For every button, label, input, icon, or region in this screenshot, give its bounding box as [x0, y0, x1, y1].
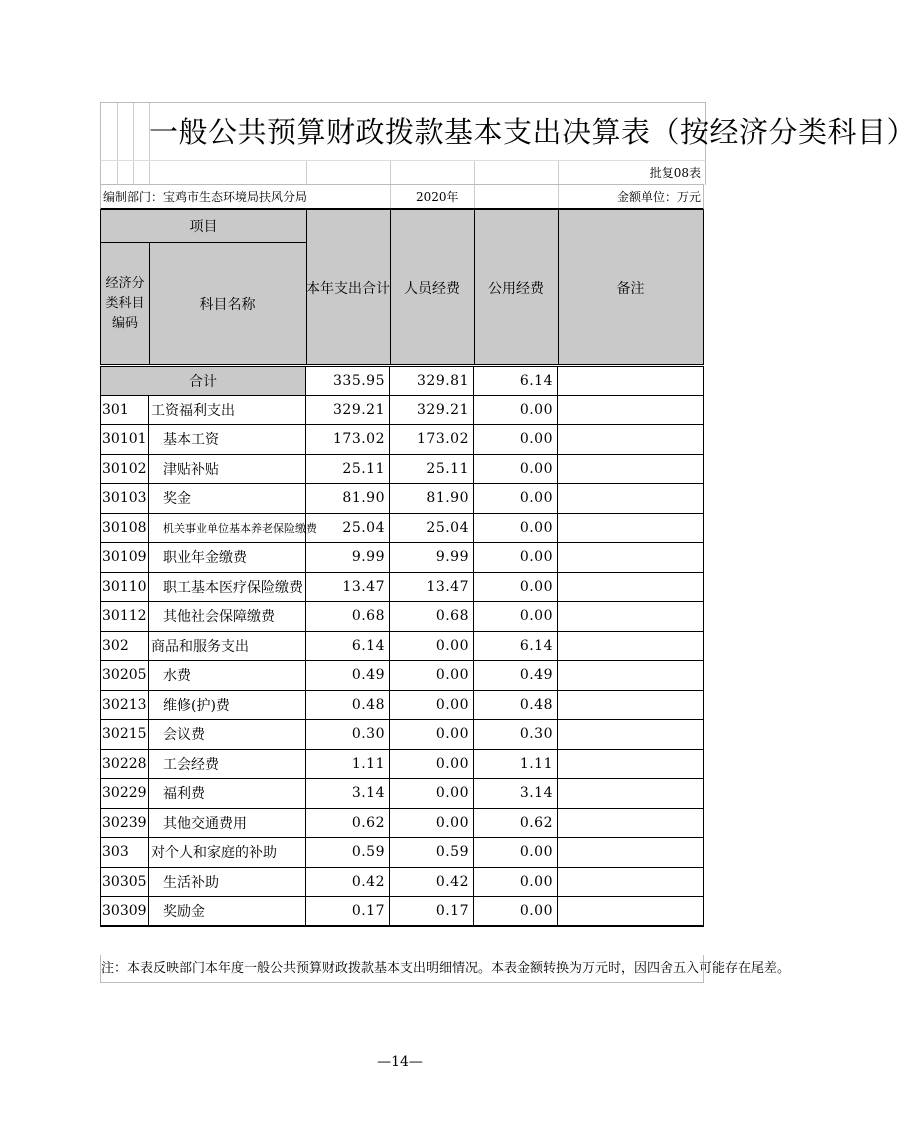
row-code: 30108 [101, 514, 149, 543]
row-public: 3.14 [474, 779, 558, 808]
grid-line [558, 185, 559, 208]
table-header [100, 210, 704, 365]
header-name: 科目名称 [199, 297, 256, 313]
grid-line [306, 161, 307, 185]
row-total: 6.14 [306, 632, 390, 661]
row-note [558, 809, 703, 838]
row-note [558, 484, 703, 513]
row-total: 0.49 [306, 661, 390, 690]
row-public: 0.00 [474, 602, 558, 631]
row-personnel: 0.00 [390, 809, 474, 838]
row-personnel: 173.02 [390, 425, 474, 454]
row-personnel: 0.59 [390, 838, 474, 867]
row-public: 0.00 [474, 543, 558, 572]
row-name: 其他交通费用 [149, 809, 306, 838]
row-total: 173.02 [306, 425, 390, 454]
unit-label: 金额单位：万元 [616, 190, 701, 204]
total-row [100, 366, 704, 396]
table-row [100, 838, 704, 868]
title-row [100, 102, 916, 161]
row-total: 0.30 [306, 720, 390, 749]
row-personnel: 0.68 [390, 602, 474, 631]
table-row [100, 602, 704, 632]
row-public: 0.62 [474, 809, 558, 838]
table-row [100, 396, 704, 426]
row-public: 0.00 [474, 396, 558, 425]
grid-line [558, 161, 559, 185]
row-code: 30305 [101, 868, 149, 897]
meta-row [100, 184, 704, 210]
row-total: 0.48 [306, 691, 390, 720]
row-total: 9.99 [306, 543, 390, 572]
row-personnel: 0.17 [390, 897, 474, 925]
grid-line [474, 185, 475, 208]
footnote: 注：本表反映部门本年度一般公共预算财政拨款基本支出明细情况。本表金额转换为万元时，因四舍五入可能存在尾差。 [100, 955, 704, 983]
row-note [558, 779, 703, 808]
table-row [100, 779, 704, 809]
row-public: 0.00 [474, 573, 558, 602]
row-name: 基本工资 [149, 425, 306, 454]
header-public: 公用经费 [488, 280, 544, 297]
row-total: 13.47 [306, 573, 390, 602]
row-code: 30102 [101, 455, 149, 484]
row-name: 奖励金 [149, 897, 306, 925]
table-row [100, 720, 704, 750]
row-code: 30228 [101, 750, 149, 779]
header-code: 经济分类科目编码 [105, 276, 145, 331]
grid-line [149, 161, 150, 185]
row-note [558, 691, 703, 720]
row-note [558, 602, 703, 631]
row-personnel: 329.21 [390, 396, 474, 425]
row-note [558, 514, 703, 543]
row-personnel: 0.00 [390, 779, 474, 808]
row-note [558, 632, 703, 661]
row-name: 生活补助 [149, 868, 306, 897]
row-total: 81.90 [306, 484, 390, 513]
table-number: 批复08表 [649, 166, 701, 180]
row-code: 301 [101, 396, 149, 425]
row-public: 0.30 [474, 720, 558, 749]
table-number-row [100, 160, 706, 185]
row-name: 对个人和家庭的补助 [149, 838, 306, 867]
row-name: 福利费 [149, 779, 306, 808]
row-name: 职业年金缴费 [149, 543, 306, 572]
row-name: 水费 [149, 661, 306, 690]
row-note [558, 720, 703, 749]
row-note [558, 838, 703, 867]
table-row [100, 661, 704, 691]
grid-line [133, 161, 134, 185]
row-code: 30103 [101, 484, 149, 513]
row-note [558, 425, 703, 454]
row-total: 25.11 [306, 455, 390, 484]
page-number: —14— [377, 1054, 423, 1070]
row-personnel: 9.99 [390, 543, 474, 572]
row-total: 3.14 [306, 779, 390, 808]
row-code: 30215 [101, 720, 149, 749]
row-note [558, 573, 703, 602]
row-personnel: 0.00 [390, 691, 474, 720]
row-public: 0.00 [474, 455, 558, 484]
table-row [100, 868, 704, 898]
row-total: 329.21 [306, 396, 390, 425]
row-personnel: 13.47 [390, 573, 474, 602]
row-code: 30205 [101, 661, 149, 690]
row-note [558, 396, 703, 425]
row-code: 30112 [101, 602, 149, 631]
row-note [558, 868, 703, 897]
row-name: 奖金 [149, 484, 306, 513]
total-note [558, 367, 703, 395]
row-note [558, 750, 703, 779]
row-public: 6.14 [474, 632, 558, 661]
row-personnel: 0.00 [390, 661, 474, 690]
row-personnel: 25.11 [390, 455, 474, 484]
row-name: 机关事业单位基本养老保险缴费 [149, 514, 306, 543]
row-personnel: 0.00 [390, 720, 474, 749]
row-personnel: 0.42 [390, 868, 474, 897]
table-row [100, 425, 704, 455]
row-note [558, 543, 703, 572]
row-total: 0.68 [306, 602, 390, 631]
table-row [100, 750, 704, 780]
grid-line [390, 185, 391, 208]
row-public: 0.00 [474, 514, 558, 543]
total-amount: 335.95 [306, 367, 390, 395]
page-title: 一般公共预算财政拨款基本支出决算表（按经济分类科目） [149, 115, 916, 149]
row-code: 30229 [101, 779, 149, 808]
row-total: 25.04 [306, 514, 390, 543]
row-name: 职工基本医疗保险缴费 [149, 573, 306, 602]
grid-line [474, 161, 475, 185]
table-row [100, 897, 704, 927]
table-row [100, 455, 704, 485]
row-note [558, 897, 703, 925]
table-row [100, 573, 704, 603]
row-public: 0.49 [474, 661, 558, 690]
row-name: 商品和服务支出 [149, 632, 306, 661]
row-code: 303 [101, 838, 149, 867]
row-public: 0.00 [474, 425, 558, 454]
total-personnel: 329.81 [390, 367, 474, 395]
grid-line [133, 103, 134, 161]
table-row [100, 543, 704, 573]
row-total: 0.42 [306, 868, 390, 897]
header-total: 本年支出合计 [306, 280, 390, 297]
row-name: 维修(护)费 [149, 691, 306, 720]
row-name: 津贴补贴 [149, 455, 306, 484]
year-label: 2020年 [416, 190, 459, 204]
row-name: 工资福利支出 [149, 396, 306, 425]
row-personnel: 0.00 [390, 750, 474, 779]
row-code: 302 [101, 632, 149, 661]
row-public: 0.00 [474, 868, 558, 897]
row-public: 0.00 [474, 897, 558, 925]
header-personnel: 人员经费 [404, 280, 460, 297]
table-row [100, 632, 704, 662]
department-label: 编制部门：宝鸡市生态环境局扶风分局 [103, 190, 308, 204]
row-name: 会议费 [149, 720, 306, 749]
total-label: 合计 [101, 367, 306, 395]
header-note: 备注 [616, 280, 645, 297]
row-total: 0.17 [306, 897, 390, 925]
row-code: 30101 [101, 425, 149, 454]
row-public: 1.11 [474, 750, 558, 779]
row-name: 工会经费 [149, 750, 306, 779]
total-public: 6.14 [474, 367, 558, 395]
table-row [100, 484, 704, 514]
row-total: 1.11 [306, 750, 390, 779]
grid-line [117, 103, 118, 161]
grid-line [117, 161, 118, 185]
table-row [100, 514, 704, 544]
row-public: 0.00 [474, 484, 558, 513]
row-note [558, 455, 703, 484]
row-public: 0.00 [474, 838, 558, 867]
row-total: 0.62 [306, 809, 390, 838]
row-code: 30110 [101, 573, 149, 602]
row-public: 0.48 [474, 691, 558, 720]
header-item: 项目 [189, 219, 218, 235]
row-note [558, 661, 703, 690]
row-code: 30109 [101, 543, 149, 572]
table-body [100, 366, 704, 927]
row-code: 30239 [101, 809, 149, 838]
row-total: 0.59 [306, 838, 390, 867]
row-personnel: 0.00 [390, 632, 474, 661]
row-personnel: 81.90 [390, 484, 474, 513]
row-code: 30213 [101, 691, 149, 720]
table-row [100, 809, 704, 839]
row-personnel: 25.04 [390, 514, 474, 543]
grid-line [390, 161, 391, 185]
row-code: 30309 [101, 897, 149, 925]
row-name: 其他社会保障缴费 [149, 602, 306, 631]
table-row [100, 691, 704, 721]
